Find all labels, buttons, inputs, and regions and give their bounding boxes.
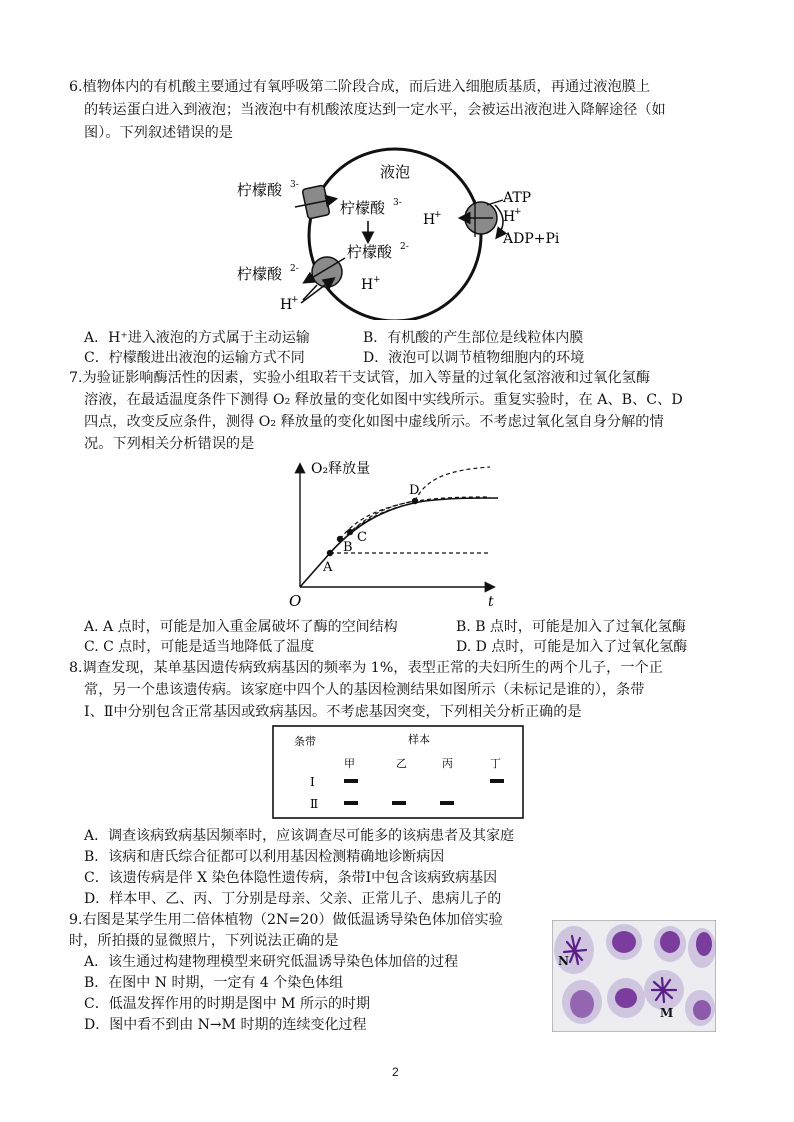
q6-option-d: D．液泡可以调节植物细胞内的环境 — [363, 350, 585, 366]
point-c-label: C — [357, 530, 367, 545]
row-ii-label: Ⅱ — [310, 797, 319, 811]
q9-option-d: D．图中看不到由 N→M 时期的连续变化过程 — [84, 1017, 367, 1033]
citrate3-outside-label: 柠檬酸 — [237, 181, 283, 199]
y-axis-label: O₂释放量 — [311, 461, 371, 477]
atp-label: ATP — [503, 190, 532, 206]
q6-stem-line-1: 6.植物体内的有机酸主要通过有氧呼吸第二阶段合成，而后进入细胞质基质，再通过液泡膜上 — [69, 79, 651, 95]
point-d — [412, 498, 418, 504]
sample-header: 样本 — [408, 733, 430, 746]
point-a — [327, 550, 333, 556]
q7-option-d: D. D 点时，可能是加入了过氧化氢酶 — [456, 639, 688, 655]
q7-stem-line-3: 四点，改变反应条件，测得 O₂ 释放量的变化如图中虚线所示。不考虑过氧化氢自身分解的情 — [84, 414, 664, 430]
point-c — [347, 529, 353, 535]
citrate3-transporter — [295, 185, 335, 219]
q8-stem-line-3: Ⅰ、Ⅱ中分别包含正常基因或致病基因。不考虑基因突变，下列相关分析正确的是 — [84, 704, 582, 720]
band-bing-ii — [440, 801, 454, 805]
q8-option-c: C．该遗传病是伴 X 染色体隐性遗传病，条带Ⅰ中包含该病致病基因 — [84, 870, 498, 886]
band-yi-ii — [392, 801, 406, 805]
point-b-label: B — [343, 540, 353, 555]
vacuole-diagram — [225, 145, 595, 320]
page-number: 2 — [392, 1065, 399, 1079]
q8-option-a: A．调查该病致病基因频率时，应该调查尽可能多的该病患者及其家庭 — [84, 828, 515, 844]
svg-text:+: + — [291, 295, 299, 305]
q7-stem-line-2: 溶液，在最适温度条件下测得 O₂ 释放量的变化如图中实线所示。重复实验时，在 A、B、C、D — [84, 392, 683, 408]
citrate2-inside-label: 柠檬酸 — [347, 243, 393, 261]
svg-text:+: + — [373, 275, 381, 285]
q7-option-b: B. B 点时，可能是加入了过氧化氢酶 — [456, 619, 686, 635]
sample-ding: 丁 — [490, 757, 501, 770]
citrate2-inside-charge: 2- — [400, 242, 409, 252]
point-a-label: A — [323, 560, 333, 575]
citrate2-antiporter — [301, 257, 345, 303]
x-axis-label: t — [488, 594, 494, 610]
proton-pump — [461, 200, 503, 237]
row-i-label: Ⅰ — [310, 775, 315, 789]
proton-inside-label: H — [361, 277, 374, 293]
citrate3-inside-label: 柠檬酸 — [340, 199, 386, 217]
q8-option-d: D．样本甲、乙、丙、丁分别是母亲、父亲、正常儿子、患病儿子的 — [84, 891, 502, 907]
sample-jia: 甲 — [344, 757, 355, 770]
point-d-label: D — [409, 483, 420, 498]
svg-text:+: + — [514, 207, 522, 217]
proton-outside-label: H — [280, 297, 293, 313]
adp-pi-label: ADP+Pi — [503, 231, 560, 247]
band-jia-i — [344, 779, 358, 783]
q8-stem-line-1: 8.调查发现，某单基因遗传病致病基因的频率为 1%，表型正常的夫妇所生的两个儿子，一个正 — [69, 660, 663, 676]
q6-option-b: B．有机酸的产生部位是线粒体内膜 — [363, 330, 584, 346]
q9-option-c: C．低温发挥作用的时期是图中 M 所示的时期 — [84, 996, 370, 1012]
citrate2-outside-label: 柠檬酸 — [237, 265, 283, 283]
band-ding-i — [490, 779, 504, 783]
dashed-curve-d — [415, 467, 490, 501]
micrograph — [552, 920, 716, 1032]
q9-stem-line-2: 时，所拍摄的显微照片，下列说法正确的是 — [69, 933, 339, 949]
q9-stem-line-1: 9.右图是某学生用二倍体植物（2N=20）做低温诱导染色体加倍实验 — [69, 912, 503, 928]
q6-option-a: A．H⁺进入液泡的方式属于主动运输 — [84, 330, 310, 346]
q9-option-a: A．该生通过构建物理模型来研究低温诱导染色体加倍的过程 — [84, 954, 459, 970]
label-m: M — [660, 1006, 674, 1020]
q7-option-c: C. C 点时，可能是适当地降低了温度 — [84, 639, 315, 655]
citrate3-inside-charge: 3- — [393, 198, 402, 208]
band-header: 条带 — [294, 735, 316, 748]
q9-option-b: B．在图中 N 时期，一定有 4 个染色体组 — [84, 975, 344, 991]
dashed-curve-c — [350, 503, 415, 532]
citrate2-outside-charge: 2- — [290, 264, 299, 274]
sample-yi: 乙 — [396, 757, 407, 770]
label-n: N — [558, 954, 569, 968]
q7-stem-line-4: 况。下列相关分析错误的是 — [84, 436, 255, 452]
q8-stem-line-2: 常，另一个患该遗传病。该家庭中四个人的基因检测结果如图所示（未标记是谁的），条带 — [84, 682, 645, 698]
q8-option-b: B．该病和唐氏综合征都可以利用基因检测精确地诊断病因 — [84, 849, 445, 865]
proton-vacuole-label: H — [423, 212, 436, 228]
svg-text:+: + — [434, 210, 442, 220]
o2-release-graph — [285, 455, 505, 610]
origin-label: O — [289, 592, 302, 610]
q7-option-a: A. A 点时，可能是加入重金属破坏了酶的空间结构 — [84, 619, 398, 635]
q6-stem-line-3: 图）。下列叙述错误的是 — [84, 125, 233, 141]
proton-cytosol-label: H — [503, 209, 516, 225]
sample-bing: 丙 — [442, 757, 453, 770]
q7-stem-line-1: 7.为验证影响酶活性的因素，实验小组取若干支试管，加入等量的过氧化氢溶液和过氧化氢酶 — [69, 370, 651, 386]
gene-band-table — [272, 725, 524, 819]
band-jia-ii — [344, 801, 358, 805]
q6-stem-line-2: 的转运蛋白进入到液泡；当液泡中有机酸浓度达到一定水平，会被运出液泡进入降解途径（如 — [84, 102, 666, 118]
citrate3-outside-charge: 3- — [290, 180, 299, 190]
vacuole-label: 液泡 — [380, 163, 411, 181]
q6-option-c: C．柠檬酸进出液泡的运输方式不同 — [84, 350, 305, 366]
